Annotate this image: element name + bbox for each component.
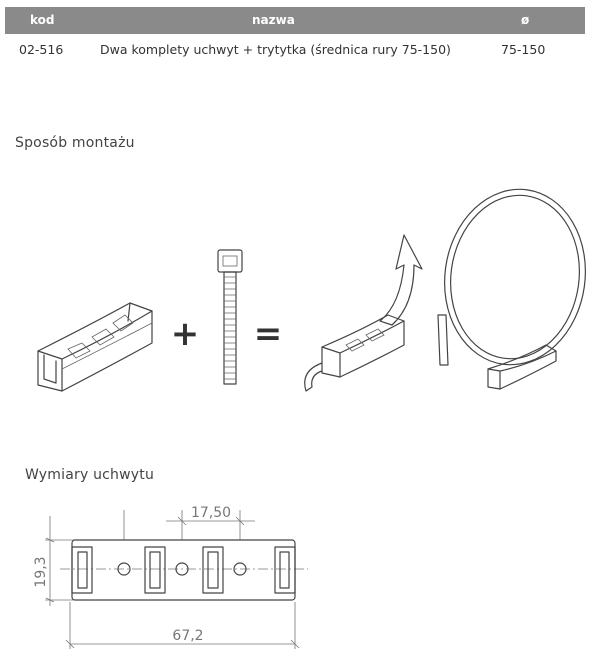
cable-tie-illustration <box>218 250 242 384</box>
cell-diameter: 75-150 <box>501 42 546 57</box>
holder-illustration <box>38 303 152 391</box>
header-nazwa: nazwa <box>252 13 295 27</box>
table-row <box>5 40 585 60</box>
height-dimension: 19,3 <box>33 556 49 588</box>
mounting-illustration <box>0 165 610 465</box>
dimensions-title: Wymiary uchwytu <box>25 467 155 483</box>
equals-sign: = <box>253 314 283 354</box>
dimensions-drawing <box>0 494 610 654</box>
cell-kod: 02-516 <box>19 42 64 57</box>
cell-nazwa: Dwa komplety uchwyt + trytytka (średnica rury 75-150) <box>100 42 451 57</box>
spacing-dimension: 17,50 <box>190 505 232 521</box>
holder-plan-view <box>72 540 295 600</box>
mounting-title: Sposób montażu <box>15 135 135 151</box>
plus-sign: + <box>170 314 200 354</box>
table-header <box>5 7 585 34</box>
header-kod: kod <box>30 13 55 27</box>
header-diameter: ø <box>521 13 530 27</box>
mounted-tie-illustration <box>433 180 596 389</box>
threading-illustration <box>305 235 422 391</box>
length-dimension: 67,2 <box>172 628 204 644</box>
